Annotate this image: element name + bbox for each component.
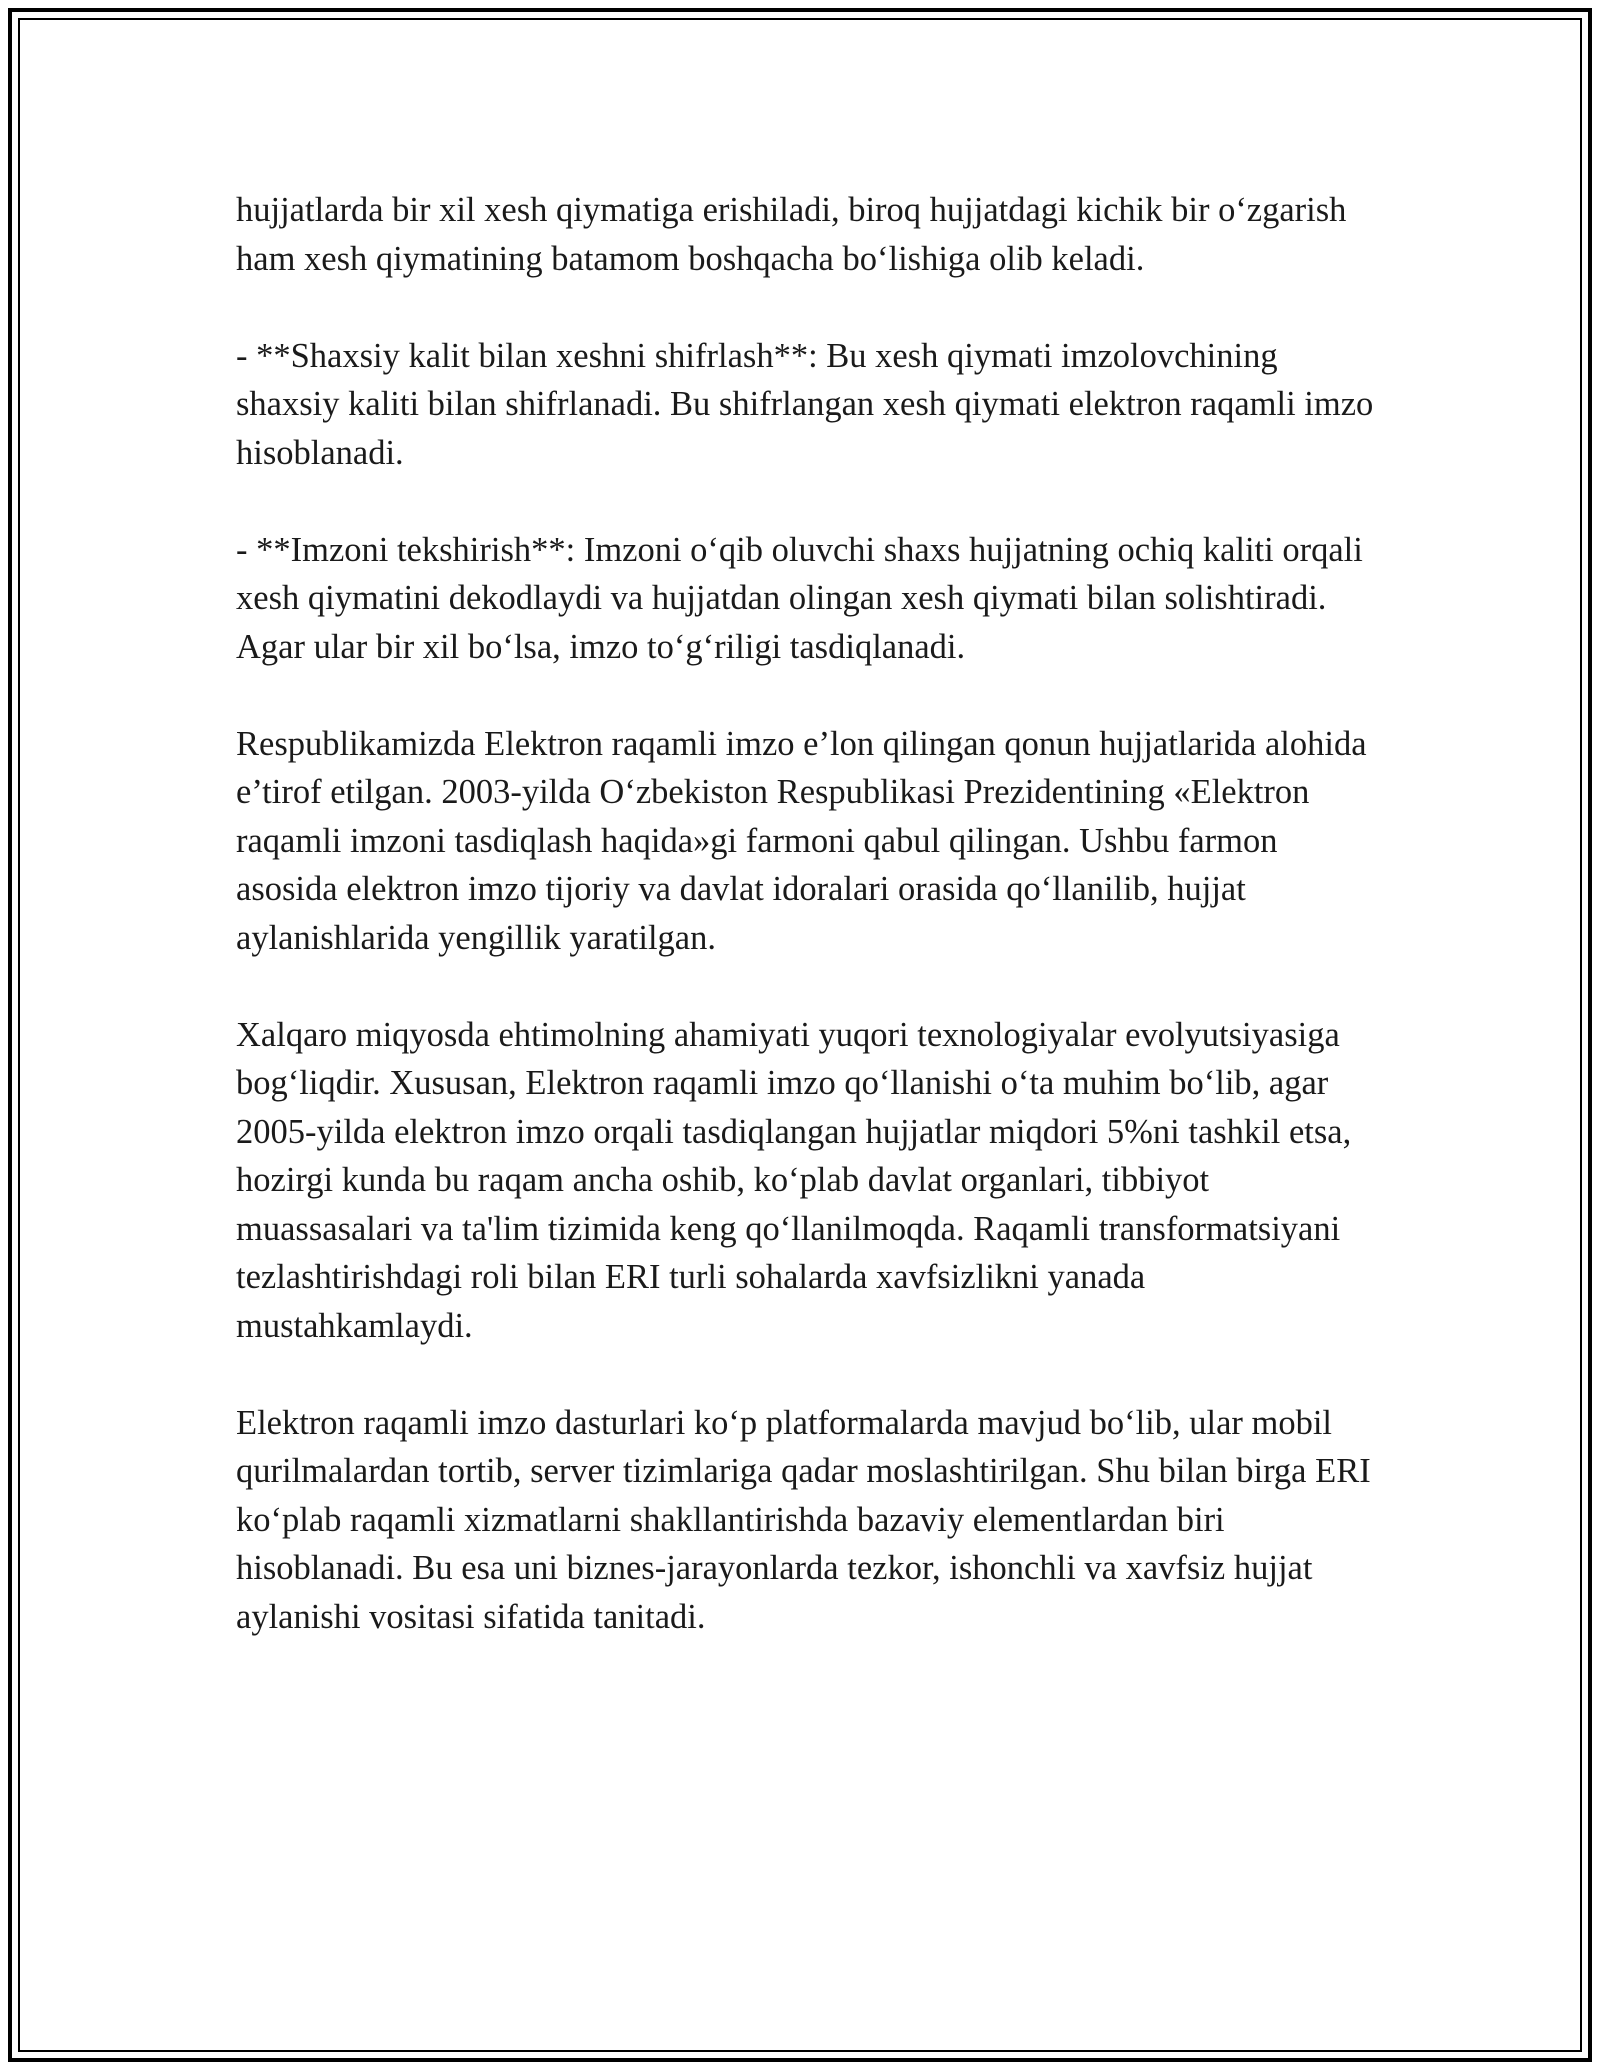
paragraph-republic-legislation: Respublikamizda Elektron raqamli imzo e’lon qilingan qonun hujjatlarida alohida e’tirof etilgan. 2003-yilda O‘zbekiston Respublikasi Prezidentining «Elektron raqamli imzoni tasdiqlash haqida»gi farmoni qabul qilingan. Ushbu farmon asosida elektron imzo tijoriy va davlat idoralari orasida qo‘llanilib, hujjat aylanishlarida yengillik yaratilgan. (236, 724, 1367, 957)
paragraph-international-significance: Xalqaro miqyosda ehtimolning ahamiyati yuqori texnologiyalar evolyutsiyasiga bog‘liqdir. Xususan, Elektron raqamli imzo qo‘llanishi o‘ta muhim bo‘lib, agar 2005-yilda elektron imzo orqali tasdiqlangan hujjatlar miqdori 5%ni tashkil etsa, hozirgi kunda bu raqam ancha oshib, ko‘plab davlat organlari, tibbiyot muassasalari va ta'lim tizimida keng qo‘llanilmoqda. Raqamli transformatsiyani tezlashtirishdagi roli bilan ERI turli sohalarda xavfsizlikni yanada mustahkamlaydi. (236, 1015, 1352, 1345)
paragraph-hash-continuation: hujjatlarda bir xil xesh qiymatiga erishiladi, biroq hujjatdagi kichik bir o‘zgarish ham xesh qiymatining batamom boshqacha bo‘lishiga olib keladi. (236, 191, 1347, 278)
paragraph-software-platforms: Elektron raqamli imzo dasturlari ko‘p platformalarda mavjud bo‘lib, ular mobil qurilmalardan tortib, server tizimlariga qadar moslashtirilgan. Shu bilan birga ERI ko‘plab raqamli xizmatlarni shakllantirishda bazaviy elementlardan biri hisoblanadi. Bu esa uni biznes-jarayonlarda tezkor, ishonchli va xavfsiz hujjat aylanishi vositasi sifatida tanitadi. (236, 1403, 1371, 1636)
document-body (236, 186, 1376, 1690)
paragraph-private-key-encryption: - **Shaxsiy kalit bilan xeshni shifrlash**: Bu xesh qiymati imzolovchining shaxsiy kaliti bilan shifrlanadi. Bu shifrlangan xesh qiymati elektron raqamli imzo hisoblanadi. (236, 336, 1374, 472)
paragraph-signature-verification: - **Imzoni tekshirish**: Imzoni o‘qib oluvchi shaxs hujjatning ochiq kaliti orqali xesh qiymatini dekodlaydi va hujjatdan olingan xesh qiymati bilan solishtiradi. Agar ular bir xil bo‘lsa, imzo to‘g‘riligi tasdiqlanadi. (236, 530, 1363, 666)
